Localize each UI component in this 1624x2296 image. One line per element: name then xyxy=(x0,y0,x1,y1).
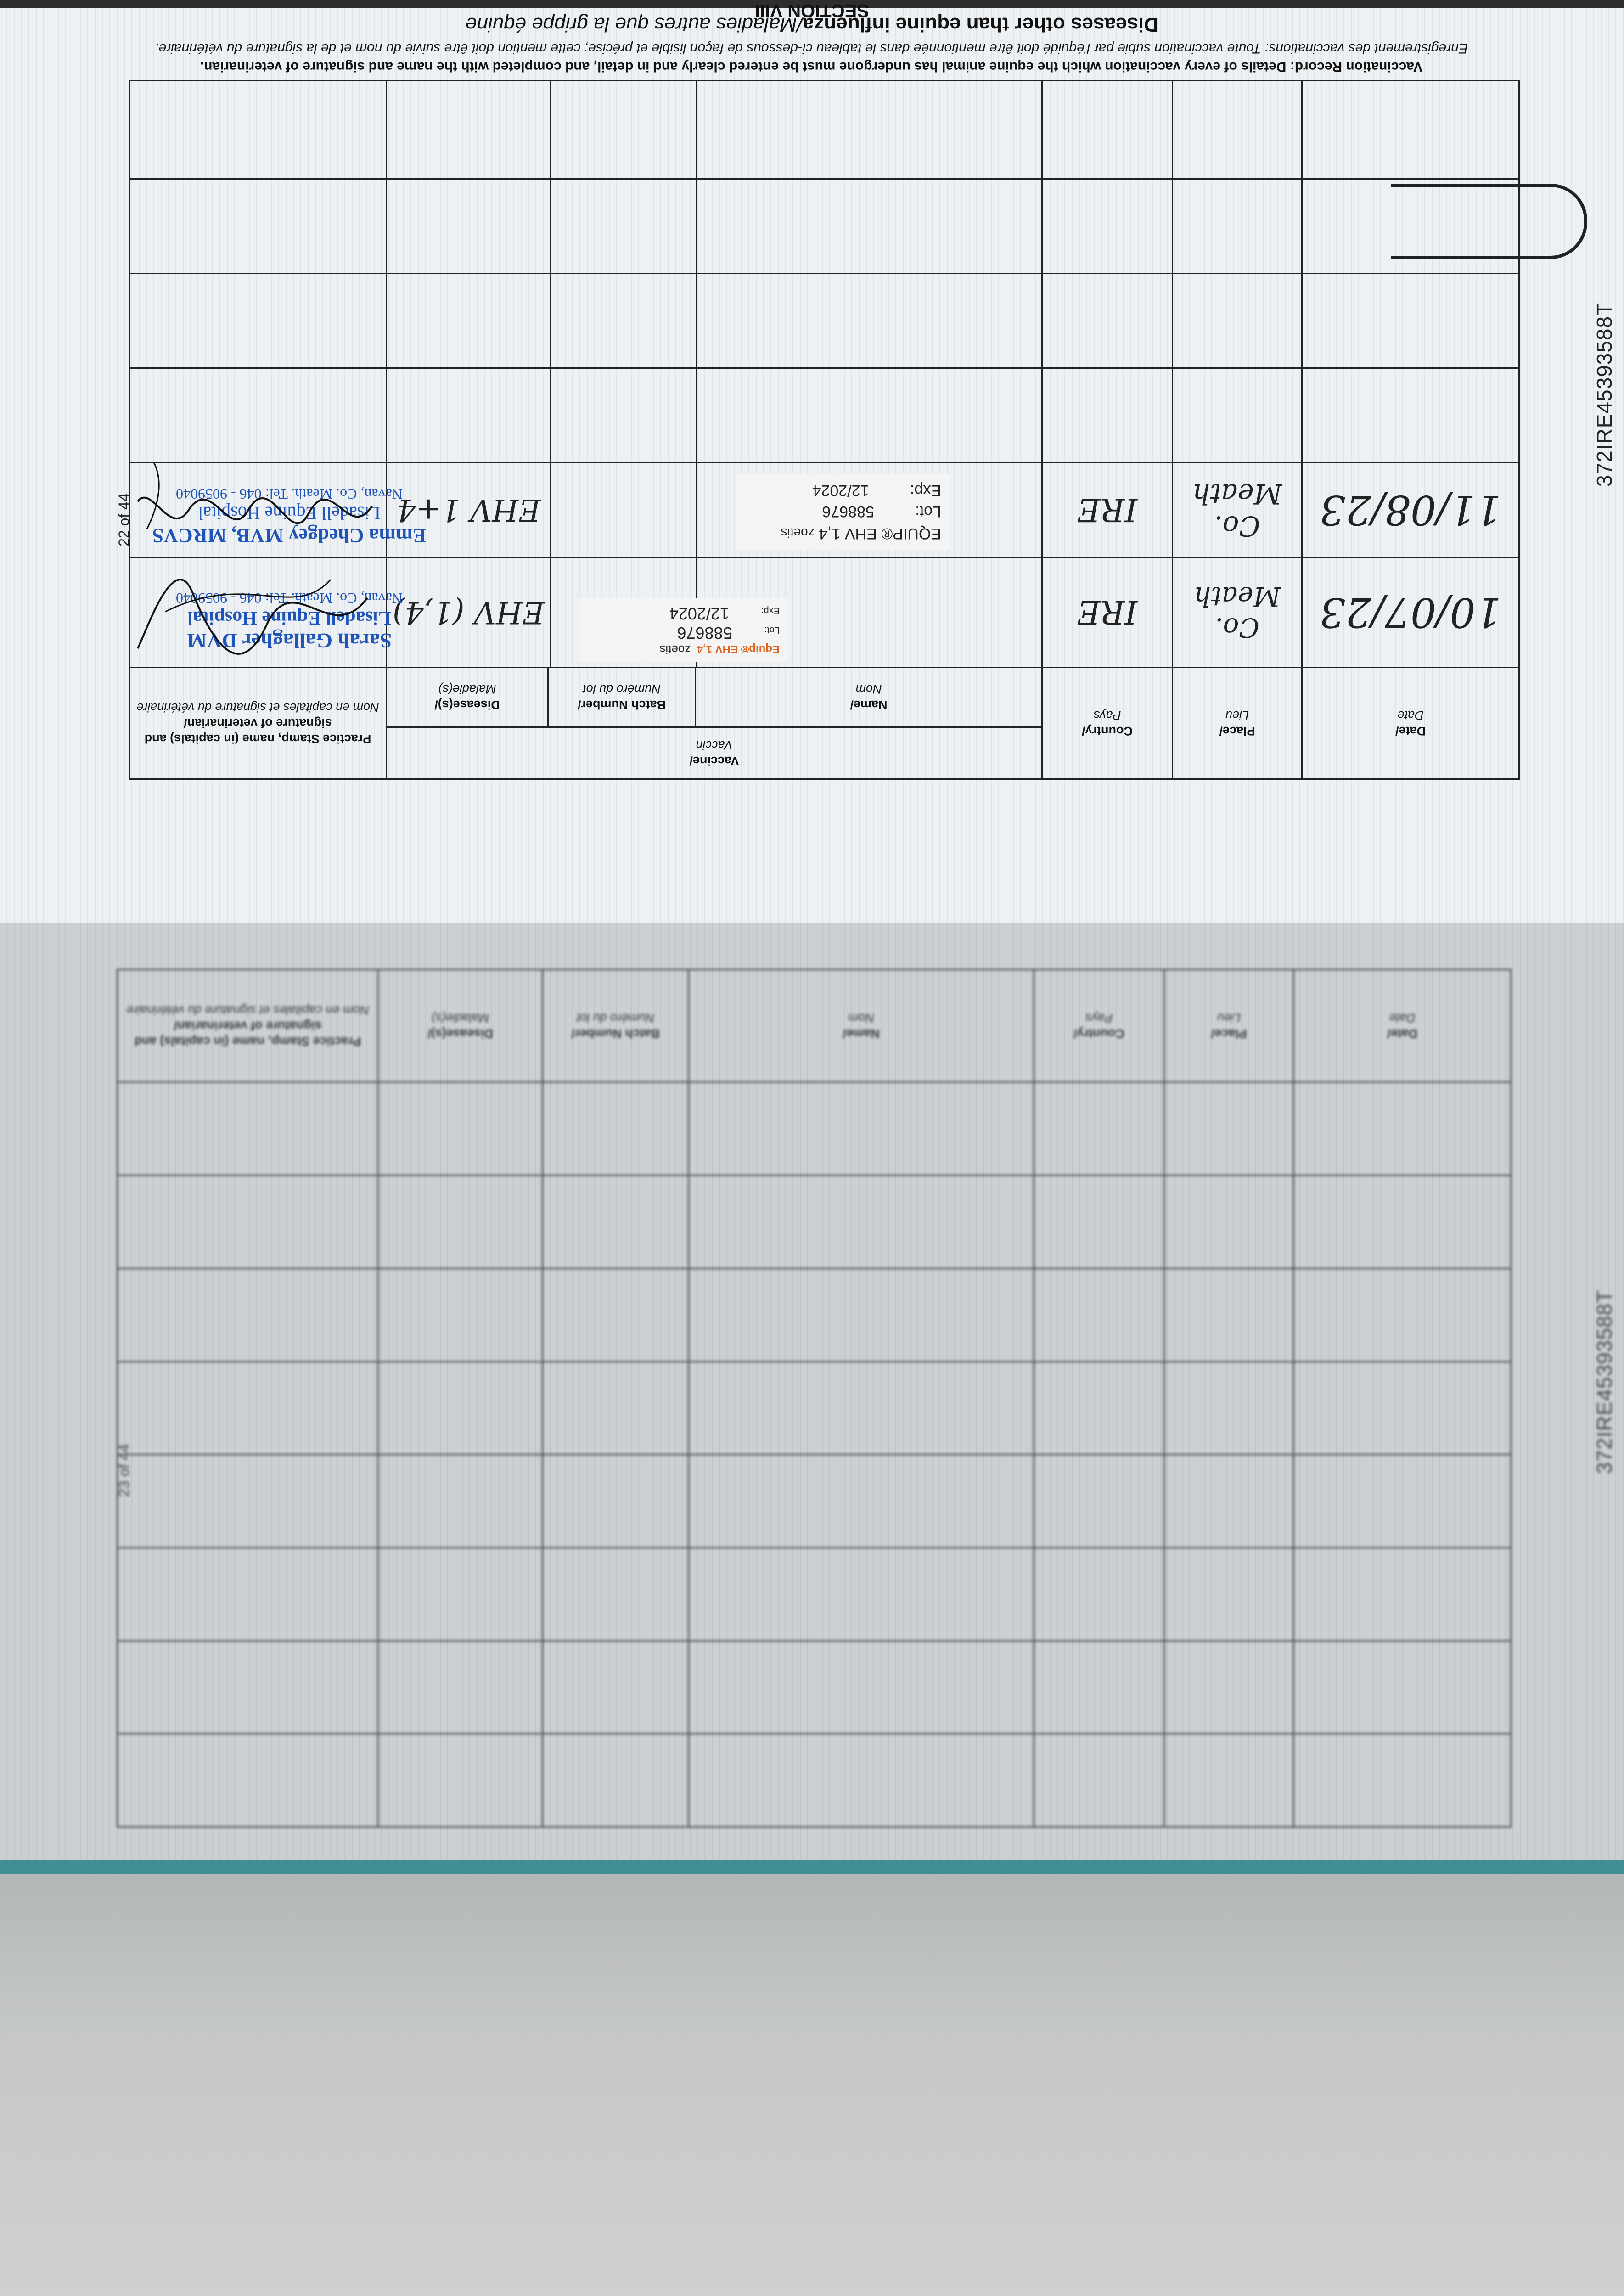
page-22-content xyxy=(0,0,1624,923)
table-header-row xyxy=(129,668,1519,779)
signature-1 xyxy=(129,557,386,667)
row2-date: 11/08/23 xyxy=(1302,463,1519,557)
row2-batch xyxy=(551,463,697,557)
passport-code: 372IRE453935​88T xyxy=(1592,302,1616,487)
row2-vet xyxy=(129,463,427,557)
row1-place: Co. Meath xyxy=(1173,557,1302,668)
vaccination-table-2 xyxy=(117,969,1512,1828)
row1-batch xyxy=(551,557,780,668)
diseases-subheader: Disease(s)/ Maladie(s) xyxy=(434,682,500,712)
vaccine-header: Vaccine/ Vaccin Name/ Nom Batch Number/ Numéro du lot Disease(s)/ Maladie(s) xyxy=(386,668,1042,779)
table-row xyxy=(129,368,1519,463)
page-23 xyxy=(0,923,1624,1864)
passport-code-2: 372IRE45393588T xyxy=(1592,1289,1616,1474)
row2-vaccine-name xyxy=(697,463,1042,557)
row2-disease: EHV 1+4 xyxy=(386,463,551,557)
row1-disease: EHV (1,4) xyxy=(386,557,551,668)
section-heading: Diseases other than equine influenza/Maladies autres que la grippe équine xyxy=(466,13,1158,36)
paper-clip xyxy=(1391,184,1587,259)
row1-date: 10/07/23 xyxy=(1302,557,1519,668)
place-header: Place/ Lieu xyxy=(1173,668,1302,779)
vet-stamp: Sarah Gallagher DVM Lisadell Equine Hospital Navan, Co. Meath. Tel: 046 - 9059040 xyxy=(175,590,403,653)
vet-stamp: Emma Chedgey MVB, MRCVS Lisadell Equine Hospital Navan, Co. Meath. Tel: 046 - 9059040 xyxy=(152,486,427,547)
table-header-row: Date/ Date Place/ Lieu Country/ Pays Name/ Nom Batch Number/ Numéro du lot Disease(s)/ Maladie(s) Practice Stamp, name (in capitals) and signature of veterinarian/ Nom en capitales et signature du vétérinaire xyxy=(118,970,1511,1083)
batch-label: EQUIP® EHV 1,4 zoetis Lot: 588676 Exp: 12/2024 xyxy=(736,474,950,550)
row2-place: Co. Meath xyxy=(1173,463,1302,557)
vet-header: Practice Stamp, name (in capitals) and signature of veterinarian/ Nom en capitales et signature du vétérinaire xyxy=(129,668,386,779)
row1-country: IRE xyxy=(1042,557,1173,668)
batch-label: Equip® EHV 1,4 zoetis Lot: 588676 Exp: 12/2024 xyxy=(579,598,788,662)
table-row xyxy=(129,274,1519,368)
country-header: Country/ Pays xyxy=(1042,668,1173,779)
row2-country: IRE xyxy=(1042,463,1173,557)
signature-2 xyxy=(129,462,386,557)
batch-subheader: Batch Number/ Numéro du lot xyxy=(547,668,695,726)
table-row xyxy=(129,179,1519,274)
page-22 xyxy=(0,0,1624,923)
scanner-background xyxy=(0,1874,1624,2296)
page-23-content xyxy=(0,923,1624,1864)
table-row xyxy=(129,557,1519,668)
name-subheader: Name/ Nom xyxy=(695,668,1041,726)
page-number: 22 of 44 xyxy=(116,493,132,546)
section-title: SECTION VIII xyxy=(755,0,869,21)
instructions: Vaccination Record: Details of every vaccination which the equine animal has undergone must be entered clearly and in detail, and completed with the name and signature of veterinarian. Enregistrement des vaccinations: Toute vaccination subie par l'équidé doit être mentionnée dans le tableau ci-dessous de façon lisible et précise; cette mention doit être suivie du nom et de la signature du vétérinaire. xyxy=(155,41,1468,74)
date-header: Date/ Date xyxy=(1302,668,1519,779)
page-number-2: 23 of 44 xyxy=(116,1444,132,1497)
row1-vet xyxy=(129,557,403,668)
vaccination-table xyxy=(129,80,1520,780)
table-row xyxy=(129,81,1519,179)
table-row xyxy=(129,463,1519,557)
